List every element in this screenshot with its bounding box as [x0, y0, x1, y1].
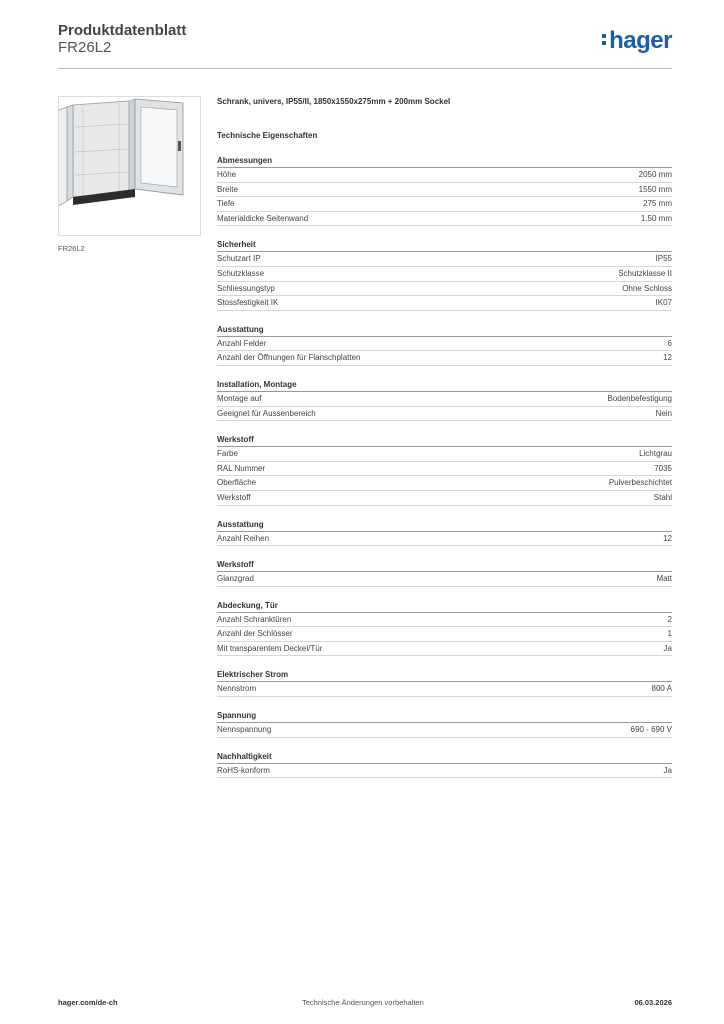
property-label: Nennspannung	[217, 725, 272, 735]
property-label: Schliessungstyp	[217, 283, 275, 293]
property-value: 2	[667, 614, 672, 624]
cabinet-illustration	[59, 97, 200, 235]
property-label: Schutzklasse	[217, 268, 265, 278]
property-label: Mit transparentem Deckel/Tür	[217, 643, 323, 653]
property-label: Anzahl Felder	[217, 338, 267, 348]
property-row	[217, 476, 672, 491]
product-description: Schrank, univers, IP55/II, 1850x1550x275mm + 200mm Sockel	[217, 97, 451, 106]
property-value: Lichtgrau	[639, 449, 672, 459]
property-value: 800 A	[651, 684, 672, 694]
property-section	[217, 751, 672, 779]
property-value: 2050 mm	[638, 170, 672, 179]
footer-note: Technische Änderungen vorbehalten	[302, 998, 424, 1007]
property-label: Farbe	[217, 449, 238, 459]
property-value: IK07	[655, 298, 672, 308]
property-value: Nein	[655, 408, 672, 418]
property-row	[217, 447, 672, 462]
property-value: 12	[663, 353, 672, 363]
property-value: Bodenbefestigung	[607, 393, 672, 403]
property-value: Ja	[663, 643, 672, 653]
property-row	[217, 212, 672, 227]
property-row	[217, 337, 672, 352]
property-value: Pulverbeschichtet	[608, 478, 672, 488]
property-value: 1550 mm	[638, 184, 672, 194]
property-row	[217, 491, 672, 506]
section-title: Werkstoff	[217, 434, 672, 447]
property-section	[217, 559, 672, 587]
property-section	[217, 669, 672, 697]
property-row	[217, 168, 672, 183]
page-title: Produktdatenblatt	[58, 22, 187, 39]
property-row	[217, 613, 672, 628]
property-value: Schutzklasse II	[618, 268, 672, 278]
property-label: Höhe	[217, 170, 237, 179]
product-image	[58, 96, 201, 236]
property-row	[217, 392, 672, 407]
property-label: Geeignet für Aussenbereich	[217, 408, 316, 418]
property-row	[217, 197, 672, 212]
property-section	[217, 239, 672, 310]
footer-date: 06.03.2026	[634, 998, 672, 1007]
property-row	[217, 532, 672, 547]
property-section	[217, 324, 672, 366]
property-label: Werkstoff	[217, 492, 251, 502]
property-value: 1.50 mm	[640, 213, 672, 223]
property-row	[217, 462, 672, 477]
property-label: Oberfläche	[217, 478, 257, 488]
property-value: 12	[663, 533, 672, 543]
logo-dots-icon	[602, 34, 606, 48]
product-details	[217, 96, 672, 778]
property-row	[217, 642, 672, 657]
section-title: Abdeckung, Tür	[217, 600, 672, 613]
section-title: Installation, Montage	[217, 379, 672, 392]
property-value: 275 mm	[643, 199, 672, 209]
property-sections	[217, 155, 672, 778]
property-row	[217, 627, 672, 642]
hager-logo	[609, 27, 672, 55]
property-row	[217, 267, 672, 282]
footer-website: hager.com/de-ch	[58, 998, 118, 1007]
property-label: Breite	[217, 184, 238, 194]
property-label: Anzahl Reihen	[217, 533, 270, 543]
property-section	[217, 519, 672, 547]
logo-text: hager	[609, 27, 672, 54]
property-row	[217, 296, 672, 311]
property-label: Stossfestigkeit IK	[217, 298, 279, 308]
property-label: Montage auf	[217, 393, 262, 403]
property-value: 690 - 690 V	[630, 725, 672, 735]
property-value: 1	[667, 629, 672, 639]
property-value: 6	[667, 338, 672, 348]
section-title: Werkstoff	[217, 559, 672, 572]
section-title: Ausstattung	[217, 324, 672, 337]
property-label: RoHS-konform	[217, 765, 270, 775]
property-value: IP55	[655, 254, 672, 264]
property-value: Ohne Schloss	[622, 283, 672, 293]
property-label: Anzahl der Öffnungen für Flanschplatten	[217, 353, 361, 363]
property-label: Materialdicke Seitenwand	[217, 213, 309, 223]
property-row	[217, 682, 672, 697]
property-row	[217, 252, 672, 267]
section-title: Abmessungen	[217, 155, 672, 168]
section-title: Spannung	[217, 710, 672, 723]
property-section	[217, 600, 672, 657]
image-caption: FR26L2	[58, 244, 85, 253]
property-label: Nennstrom	[217, 684, 257, 694]
property-label: Schutzart IP	[217, 254, 261, 264]
section-title: Elektrischer Strom	[217, 669, 672, 682]
property-row	[217, 351, 672, 366]
property-value: Ja	[663, 765, 672, 775]
property-row	[217, 572, 672, 587]
property-label: Anzahl der Schlösser	[217, 629, 293, 639]
property-row	[217, 407, 672, 422]
property-label: Glanzgrad	[217, 574, 254, 584]
property-row	[217, 764, 672, 779]
section-title: Nachhaltigkeit	[217, 751, 672, 764]
property-section	[217, 379, 672, 421]
property-row	[217, 183, 672, 198]
property-row	[217, 282, 672, 297]
section-title: Sicherheit	[217, 239, 672, 252]
product-code: FR26L2	[58, 39, 112, 56]
property-row	[217, 723, 672, 738]
property-label: Anzahl Schranktüren	[217, 614, 292, 624]
header-divider	[58, 68, 672, 69]
property-label: Tiefe	[217, 199, 235, 209]
property-value: Matt	[656, 574, 672, 584]
property-value: 7035	[654, 463, 672, 473]
property-section	[217, 434, 672, 505]
technical-properties-title: Technische Eigenschaften	[217, 131, 318, 140]
property-section	[217, 155, 672, 226]
section-title: Ausstattung	[217, 519, 672, 532]
property-value: Stahl	[653, 492, 672, 502]
property-label: RAL Nummer	[217, 463, 266, 473]
property-section	[217, 710, 672, 738]
